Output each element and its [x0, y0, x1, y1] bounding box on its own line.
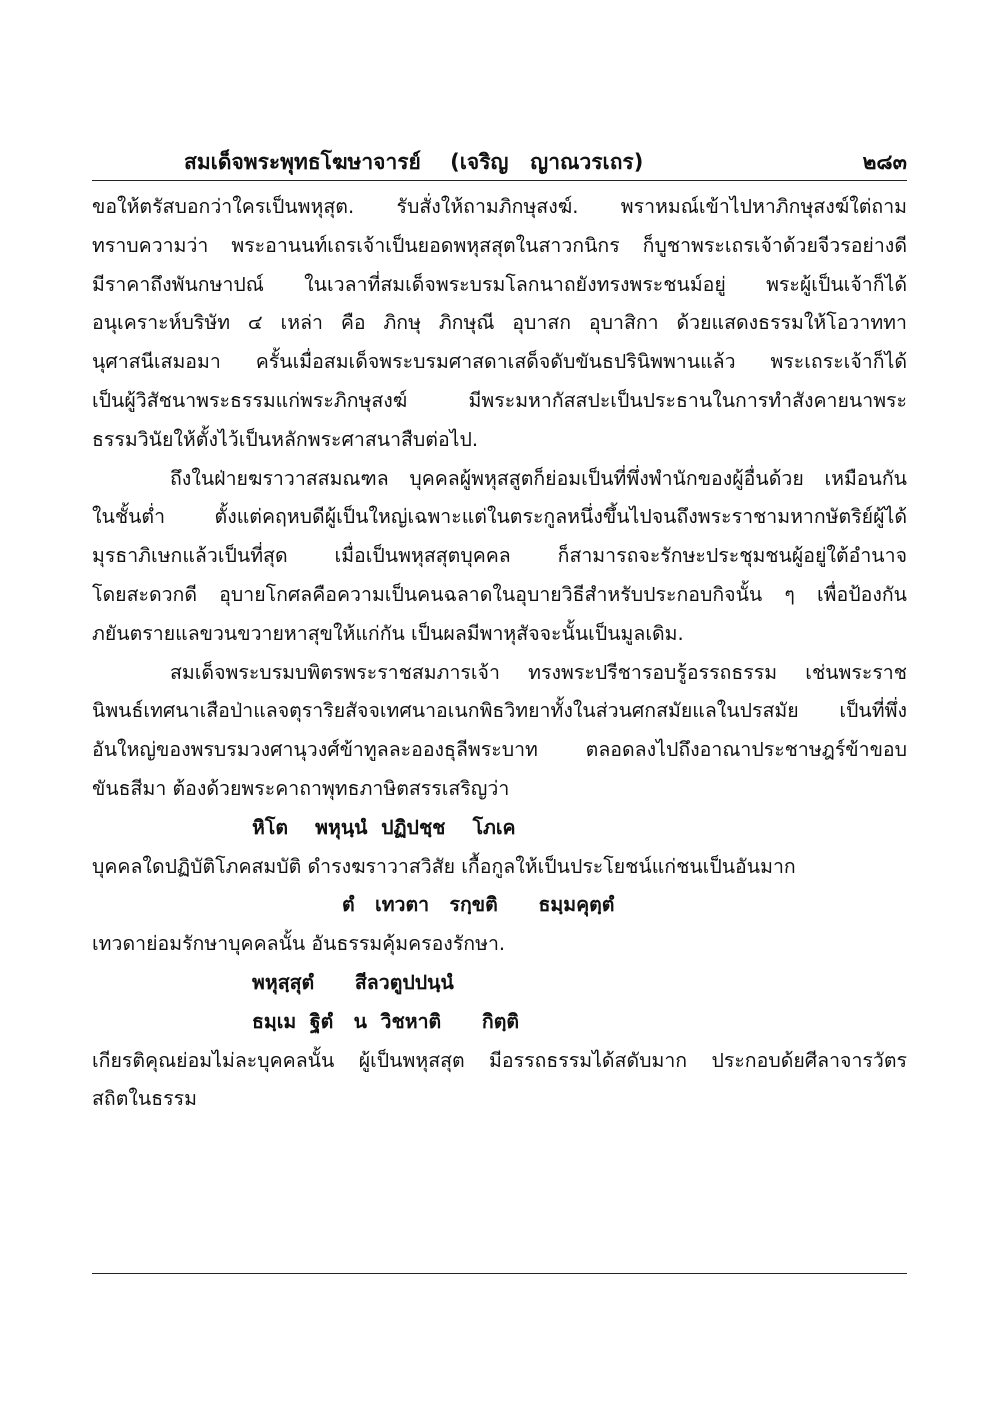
paragraph-first-line: ถึงในฝ่ายฆราวาสสมณฑล บุคคลผู้พหุสสูตก็ย่อมเป็นที่พึ่งพำนักของผู้อื่นด้วย เหมือนกัน	[170, 466, 907, 490]
text-line: โดยสะดวกดี อุบายโกศลคือความเป็นคนฉลาดในอุบายวิธีสำหรับประกอบกิจนั้น ๆ เพื่อป้องกัน	[92, 582, 907, 606]
text-line: ธรรมวินัยให้ตั้งไว้เป็นหลักพระศาสนาสืบต่อไป.	[92, 427, 479, 451]
page-number: ๒๘๓	[862, 150, 907, 174]
pali-verse: ตํ เทวตา รกฺขติ ธมฺมคุตฺตํ	[342, 893, 615, 917]
text-line: มีราคาถึงพันกษาปณ์ ในเวลาที่สมเด็จพระบรมโลกนาถยังทรงพระชนม์อยู่ พระผู้เป็นเจ้าก็ได้	[92, 272, 907, 296]
text-line: ภยันตรายแลขวนขวายหาสุขให้แก่กัน เป็นผลมีพาหุสัจจะนั้นเป็นมูลเดิม.	[92, 621, 684, 645]
pali-verse: พหุสฺสุตํ สีลวตูปปนฺนํ	[252, 970, 454, 994]
paragraph-first-line: สมเด็จพระบรมบพิตรพระราชสมภารเจ้า ทรงพระปรีชารอบรู้อรรถธรรม เช่นพระราช	[170, 660, 907, 684]
text-line: ทราบความว่า พระอานนท์เถรเจ้าเป็นยอดพหุสสุตในสาวกนิกร ก็บูชาพระเถรเจ้าด้วยจีวรอย่างดี	[92, 233, 907, 257]
verse-translation: เกียรติคุณย่อมไม่ละบุคคลนั้น ผู้เป็นพหุสสุต มีอรรถธรรมได้สดับมาก ประกอบด้ยศีลาจารวัตร	[92, 1048, 907, 1072]
verse-translation: บุคคลใดปฏิบัติโภคสมบัติ ดำรงฆราวาสวิสัย เกื้อกูลให้เป็นประโยชน์แก่ชนเป็นอันมาก	[92, 854, 796, 878]
pali-verse: หิโต พหุนฺนํ ปฏิปชฺช โภเค	[252, 815, 516, 839]
verse-translation: เทวดาย่อมรักษาบุคคลนั้น อันธรรมคุ้มครองรักษา.	[92, 932, 506, 956]
text-line: นุศาสนีเสมอมา ครั้นเมื่อสมเด็จพระบรมศาสดาเสด็จดับขันธปรินิพพานแล้ว พระเถระเจ้าก็ได้	[92, 350, 907, 374]
text-line: ขอให้ตรัสบอกว่าใครเป็นพหุสุต. รับสั่งให้ถามภิกษุสงฆ์. พราหมณ์เข้าไปหาภิกษุสงฆ์ใต่ถาม	[92, 195, 907, 218]
text-line: ในชั้นต่ำ ตั้งแต่คฤหบดีผู้เป็นใหญ่เฉพาะแต่ในตระกูลหนึ่งขึ้นไปจนถึงพระราชามหากษัตริย์ผู้ได้	[92, 505, 907, 529]
running-title: สมเด็จพระพุทธโฆษาจารย์ (เจริญ ญาณวรเถร)	[184, 150, 644, 174]
footer-rule	[92, 1273, 907, 1274]
text-line: สถิตในธรรม	[92, 1087, 197, 1111]
text-line: อันใหญ่ของพรบรมวงศานุวงศ์ข้าทูลละอองธุลีพระบาท ตลอดลงไปถึงอาณาประชาษฎร์ข้าขอบ	[92, 738, 907, 762]
body-text	[92, 188, 907, 1119]
text-line: อนุเคราะห์บริษัท ๔ เหล่า คือ ภิกษุ ภิกษุณี อุบาสก อุบาสิกา ด้วยแสดงธรรมให้โอวาททา	[92, 311, 907, 335]
page-header	[92, 146, 907, 181]
text-line: นิพนธ์เทศนาเสือป่าแลจตุราริยสัจจเทศนาอเนกพิธวิทยาทั้งในส่วนศกสมัยแลในปรสมัย เป็นที่พึ่ง	[92, 699, 907, 723]
text-line: ขันธสีมา ต้องด้วยพระคาถาพุทธภาษิตสรรเสริญว่า	[92, 776, 510, 800]
pali-verse: ธมฺเม ฐิตํ น วิชหาติ กิตฺติ	[252, 1009, 520, 1033]
text-line: เป็นผู้วิสัชนาพระธรรมแก่พระภิกษุสงฆ์ มีพระมหากัสสปะเป็นประธานในการทำสังคายนาพระ	[92, 388, 907, 412]
text-line: มุรธาภิเษกแล้วเป็นที่สุด เมื่อเป็นพหุสสุตบุคคล ก็สามารถจะรักษะประชุมชนผู้อยู่ใต้อำนาจ	[92, 544, 907, 568]
